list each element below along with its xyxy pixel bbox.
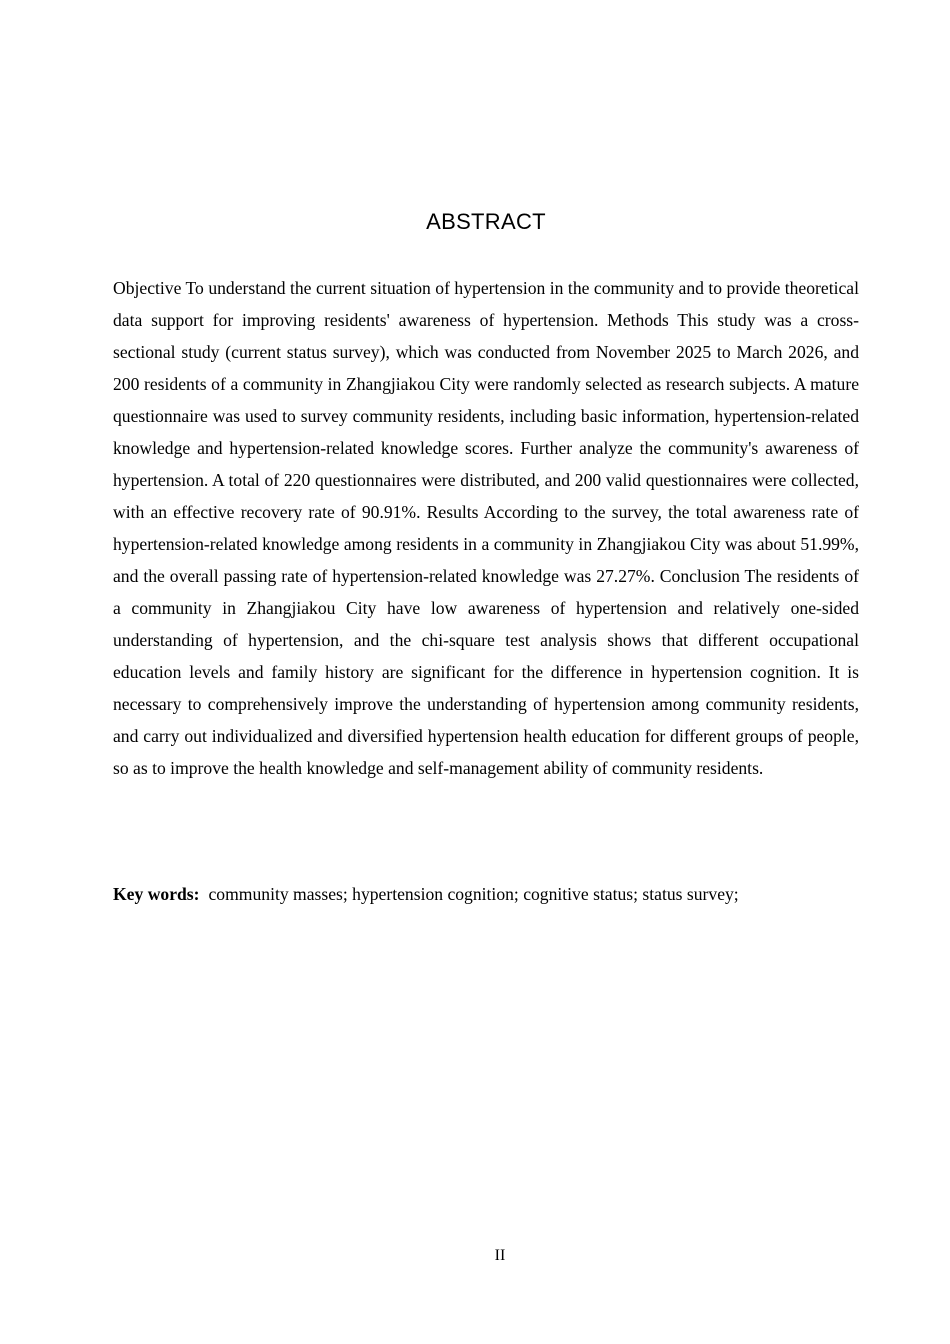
keywords-line bbox=[113, 878, 859, 910]
keywords-label: Key words: bbox=[113, 884, 200, 904]
keywords-text: community masses; hypertension cognition; cognitive status; status survey; bbox=[208, 884, 739, 904]
abstract-title: ABSTRACT bbox=[426, 209, 546, 234]
page-number: II bbox=[494, 1247, 506, 1264]
abstract-body: Objective To understand the current situation of hypertension in the community and to provide theoretical data support for improving residents' awareness of hypertension. Methods This study was a cross-sectional study (current status survey), which was conducted from November 2025 to March 2026, and 200 residents of a community in Zhangjiakou City were randomly selected as research subjects. A mature questionnaire was used to survey community residents, including basic information, hypertension-related knowledge and hypertension-related knowledge scores. Further analyze the community's awareness of hypertension. A total of 220 questionnaires were distributed, and 200 valid questionnaires were collected, with an effective recovery rate of 90.91%. Results According to the survey, the total awareness rate of hypertension-related knowledge among residents in a community in Zhangjiakou City was about 51.99%, and the overall passing rate of hypertension-related knowledge was 27.27%. Conclusion The residents of a community in Zhangjiakou City have low awareness of hypertension and relatively one-sided understanding of hypertension, and the chi-square test analysis shows that different occupational education levels and family history are significant for the difference in hypertension cognition. It is necessary to comprehensively improve the understanding of hypertension among community residents, and carry out individualized and diversified hypertension health education for different groups of people, so as to improve the health knowledge and self-management ability of community residents. bbox=[113, 278, 859, 778]
